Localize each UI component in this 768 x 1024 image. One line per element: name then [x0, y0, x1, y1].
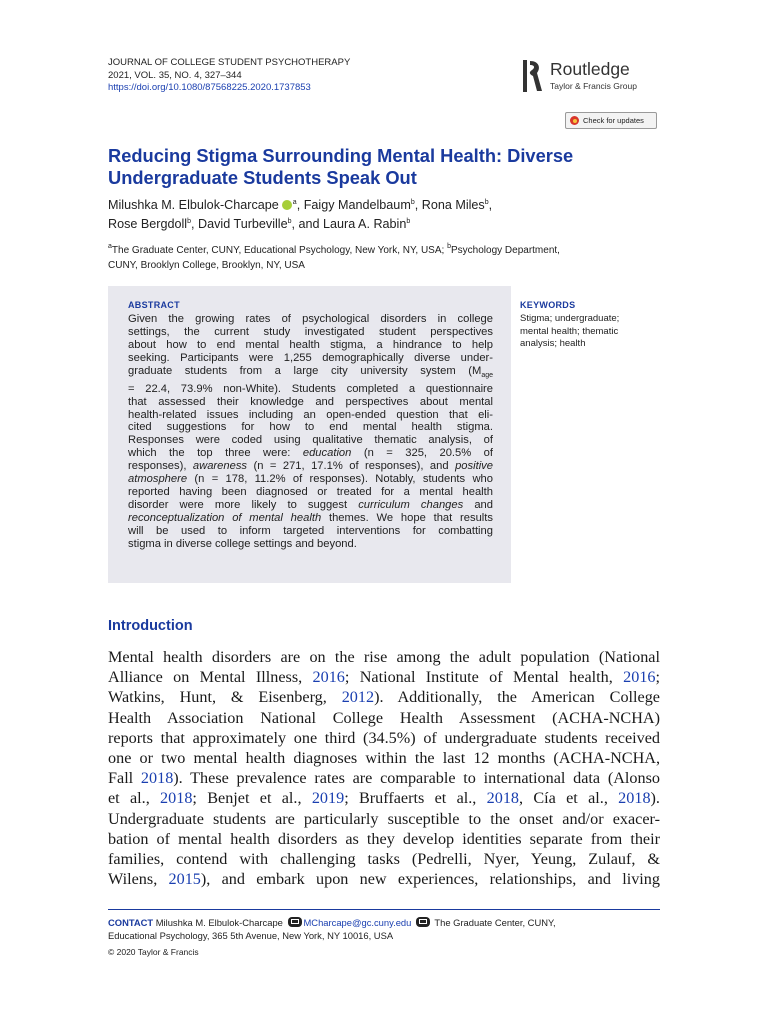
- introduction-heading: Introduction: [108, 618, 193, 634]
- author-name[interactable]: Milushka M. Elbulok-Charcape: [108, 198, 279, 212]
- routledge-icon: [523, 58, 543, 94]
- abstract-heading: ABSTRACT: [128, 300, 180, 310]
- author-line-1: Milushka M. Elbulok-Charcape $^a$, Faigy Mandelbaum$^b$, Rona Miles$^b$,: [108, 198, 493, 212]
- contact-line-2: Educational Psychology, 365 5th Avenue, New York, NY 10016, USA: [108, 930, 394, 941]
- abstract-box: [108, 286, 511, 583]
- author-line-2: Rose Bergdoll$^b$, David Turbeville$^b$, and Laura A. Rabin$^b$: [108, 217, 411, 231]
- publisher-subtitle: Taylor & Francis Group: [550, 81, 637, 91]
- citation-link[interactable]: 2012: [341, 688, 375, 707]
- title-line-2: Undergraduate Students Speak Out: [108, 166, 417, 188]
- author-name[interactable]: Faigy Mandelbaum: [303, 198, 411, 212]
- author-name[interactable]: Rose Bergdoll: [108, 217, 188, 231]
- check-updates-label: Check for updates: [583, 116, 644, 125]
- publisher-name: Routledge: [550, 59, 630, 79]
- keywords-heading: KEYWORDS: [520, 300, 576, 310]
- contact-label: CONTACT: [108, 917, 154, 928]
- citation-link[interactable]: 2018: [486, 789, 520, 808]
- affiliations: [108, 243, 560, 273]
- contact-line-1: CONTACT Milushka M. Elbulok-Charcape MCharcape@gc.cuny.edu The Graduate Center, CUNY,: [108, 917, 556, 928]
- footer-divider: [108, 909, 660, 910]
- journal-name: JOURNAL OF COLLEGE STUDENT PSYCHOTHERAPY: [108, 57, 351, 68]
- affiliation-line-2: CUNY, Brooklyn College, Brooklyn, NY, USA: [108, 260, 305, 271]
- citation-link[interactable]: 2019: [311, 789, 345, 808]
- email-link[interactable]: MCharcape@gc.cuny.edu: [303, 917, 412, 928]
- introduction-text: Mental health disorders are on the rise among the adult population (National Alliance on Mental Illness, 2016; National Institute of Mental health, 2016; Watkins, Hunt, & Eisenberg, 2012). Additionally, the American College Health Association National College Health Assessment (ACHA-NCHA) reports that approximately one third (34.5%) of undergraduate students received one or two mental health diagnoses within the last 12 months (ACHA-NCHA, Fall 2018). These prevalence rates are comparable to international data (Alonso et al., 2018; Benjet et al., 2019; Bruffaerts et al., 2018, Cía et al., 2018). Undergraduate students are particularly susceptible to the onset and/or exacer- bation of mental health disorders as they develop identities separate from their families, contend with challenging tasks (Pedrelli, Nyer, Yeung, Zulauf, & Wilens, 2015), and embark upon new experiences, relationships, and living: [108, 648, 660, 889]
- author-name[interactable]: and Laura A. Rabin: [298, 217, 407, 231]
- title-line-1: Reducing Stigma Surrounding Mental Health: Diverse: [108, 145, 574, 166]
- affiliation-line-1: $^a$The Graduate Center, CUNY, Educational Psychology, New York, NY, USA; $^b$Psychology Department,: [108, 243, 560, 256]
- doi-link[interactable]: https://doi.org/10.1080/87568225.2020.1737853: [108, 82, 311, 93]
- crossmark-icon: [570, 116, 579, 125]
- citation-link[interactable]: 2016: [623, 668, 656, 687]
- keywords-list: Stigma; undergraduate; mental health; thematic analysis; health: [520, 313, 620, 349]
- author-name[interactable]: David Turbeville: [198, 217, 288, 231]
- email-icon: [288, 917, 302, 927]
- citation-link[interactable]: 2015: [168, 870, 201, 889]
- keywords: [520, 300, 619, 351]
- citation-link[interactable]: 2018: [618, 789, 651, 808]
- copyright: © 2020 Taylor & Francis: [108, 947, 199, 957]
- address-icon: [416, 917, 430, 927]
- orcid-icon[interactable]: [282, 200, 292, 210]
- abstract-text: Given the growing rates of psychological disorders in college settings, the current study investigated student perspectives about how to end mental health stigma, a hindrance to help seeking. Participants were 1,255 demographically diverse under- graduate students from a large city university system ($M_{age}$ = 22.4, 73.9% non-White). Students completed a questionnaire that assessed their knowledge and perspectives about mental health-related issues including an open-ended question that eli- cited suggestions for how to end mental health stigma. Responses were coded using qualitative thematic analysis, of which the top three were: education (n = 325, 20.5% of responses), awareness (n = 271, 17.1% of responses), and positive atmosphere (n = 178, 11.2% of responses). Notably, students who reported having been diagnosed or treated for a mental health disorder were more likely to suggest curriculum changes and reconceptualization of mental health themes. We hope that results will be used to inform targeted interventions for combatting stigma in diverse college settings and beyond.: [128, 313, 493, 550]
- contact-info: [108, 916, 556, 942]
- check-for-updates-button[interactable]: [565, 112, 657, 129]
- article-page: [108, 0, 660, 1024]
- author-name[interactable]: Rona Miles: [421, 198, 485, 212]
- citation-link[interactable]: 2018: [140, 769, 174, 788]
- author-list: [108, 196, 492, 234]
- journal-info: [108, 57, 350, 95]
- citation-link[interactable]: 2016: [312, 668, 345, 687]
- publisher-logo: [523, 58, 663, 98]
- article-title: [108, 145, 660, 188]
- citation-link[interactable]: 2018: [160, 789, 193, 808]
- volume-info: 2021, VOL. 35, NO. 4, 327–344: [108, 69, 242, 81]
